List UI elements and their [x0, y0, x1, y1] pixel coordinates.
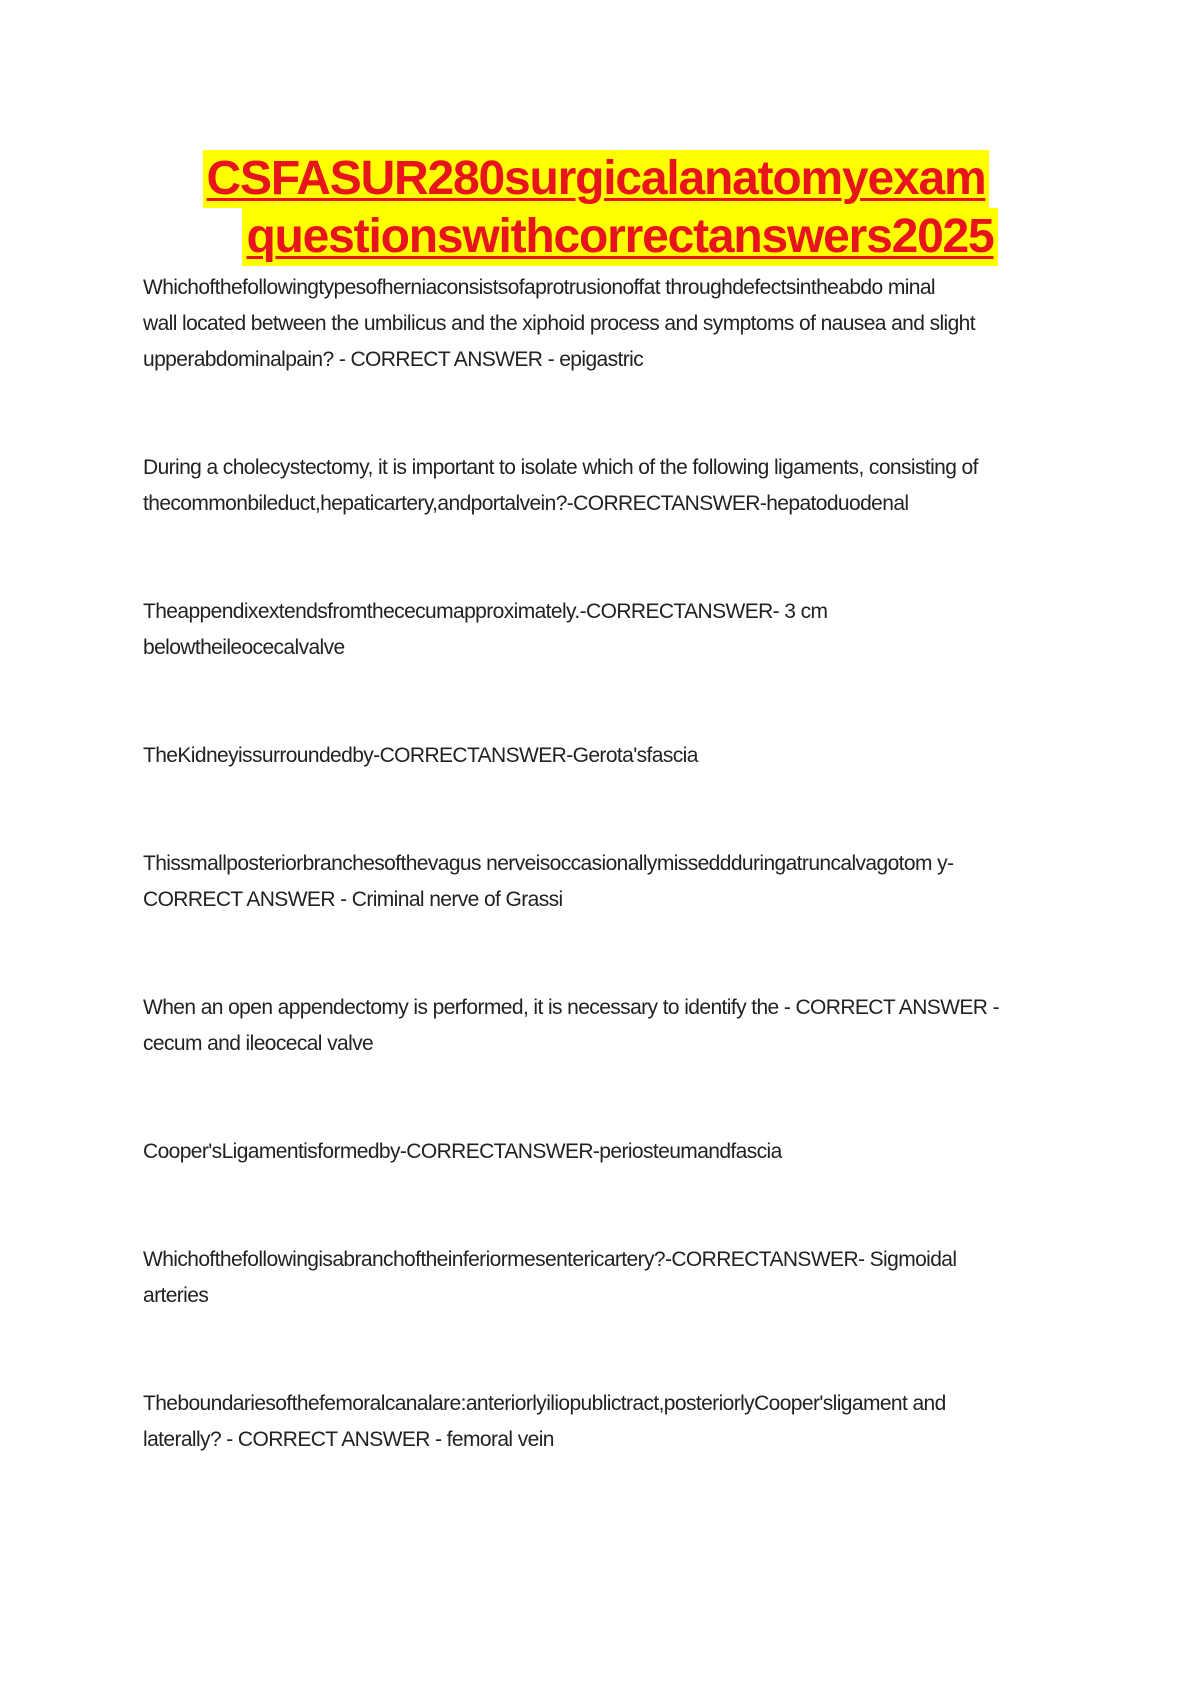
question-item: Theappendixextendsfromthececumapproximately.-CORRECTANSWER- 3 cm belowtheileocecalvalve [143, 600, 828, 659]
title-line-1: CSFASUR280surgicalanatomyexam [203, 150, 990, 208]
question-item: TheKidneyissurroundedby-CORRECTANSWER-Gerota'sfascia [143, 744, 698, 767]
question-item: During a cholecystectomy, it is important to isolate which of the following ligaments, consisting of thecommonbileduct,hepaticartery,andportalvein?-CORRECTANSWER-hepatoduodenal [143, 456, 978, 515]
question-item: Cooper'sLigamentisformedby-CORRECTANSWER-periosteumandfascia [143, 1140, 782, 1163]
document-title [0, 150, 1200, 266]
question-item: Thissmallposteriorbranchesofthevagus nerveisoccasionallymisseddduringatruncalvagotom y- CORRECT ANSWER - Criminal nerve of Grassi [143, 852, 954, 911]
question-list [143, 270, 1068, 1530]
question-item: Theboundariesofthefemoralcanalare:anteriorlyiliopublictract,posteriorlyCooper'sligament and laterally? - CORRECT ANSWER - femoral vein [143, 1392, 946, 1451]
title-line-2: questionswithcorrectanswers2025 [242, 208, 997, 266]
question-item: Whichofthefollowingisabranchoftheinferiormesentericartery?-CORRECTANSWER- Sigmoidal arteries [143, 1248, 957, 1307]
question-item: When an open appendectomy is performed, it is necessary to identify the - CORRECT ANSWER - cecum and ileocecal valve [143, 996, 999, 1055]
question-item: Whichofthefollowingtypesofherniaconsistsofaprotrusionoffat throughdefectsintheabdo minal wall located between the umbilicus and the xiphoid process and symptoms of nausea and slight upperabdominalpain? - CORRECT ANSWER - epigastric [143, 276, 975, 371]
